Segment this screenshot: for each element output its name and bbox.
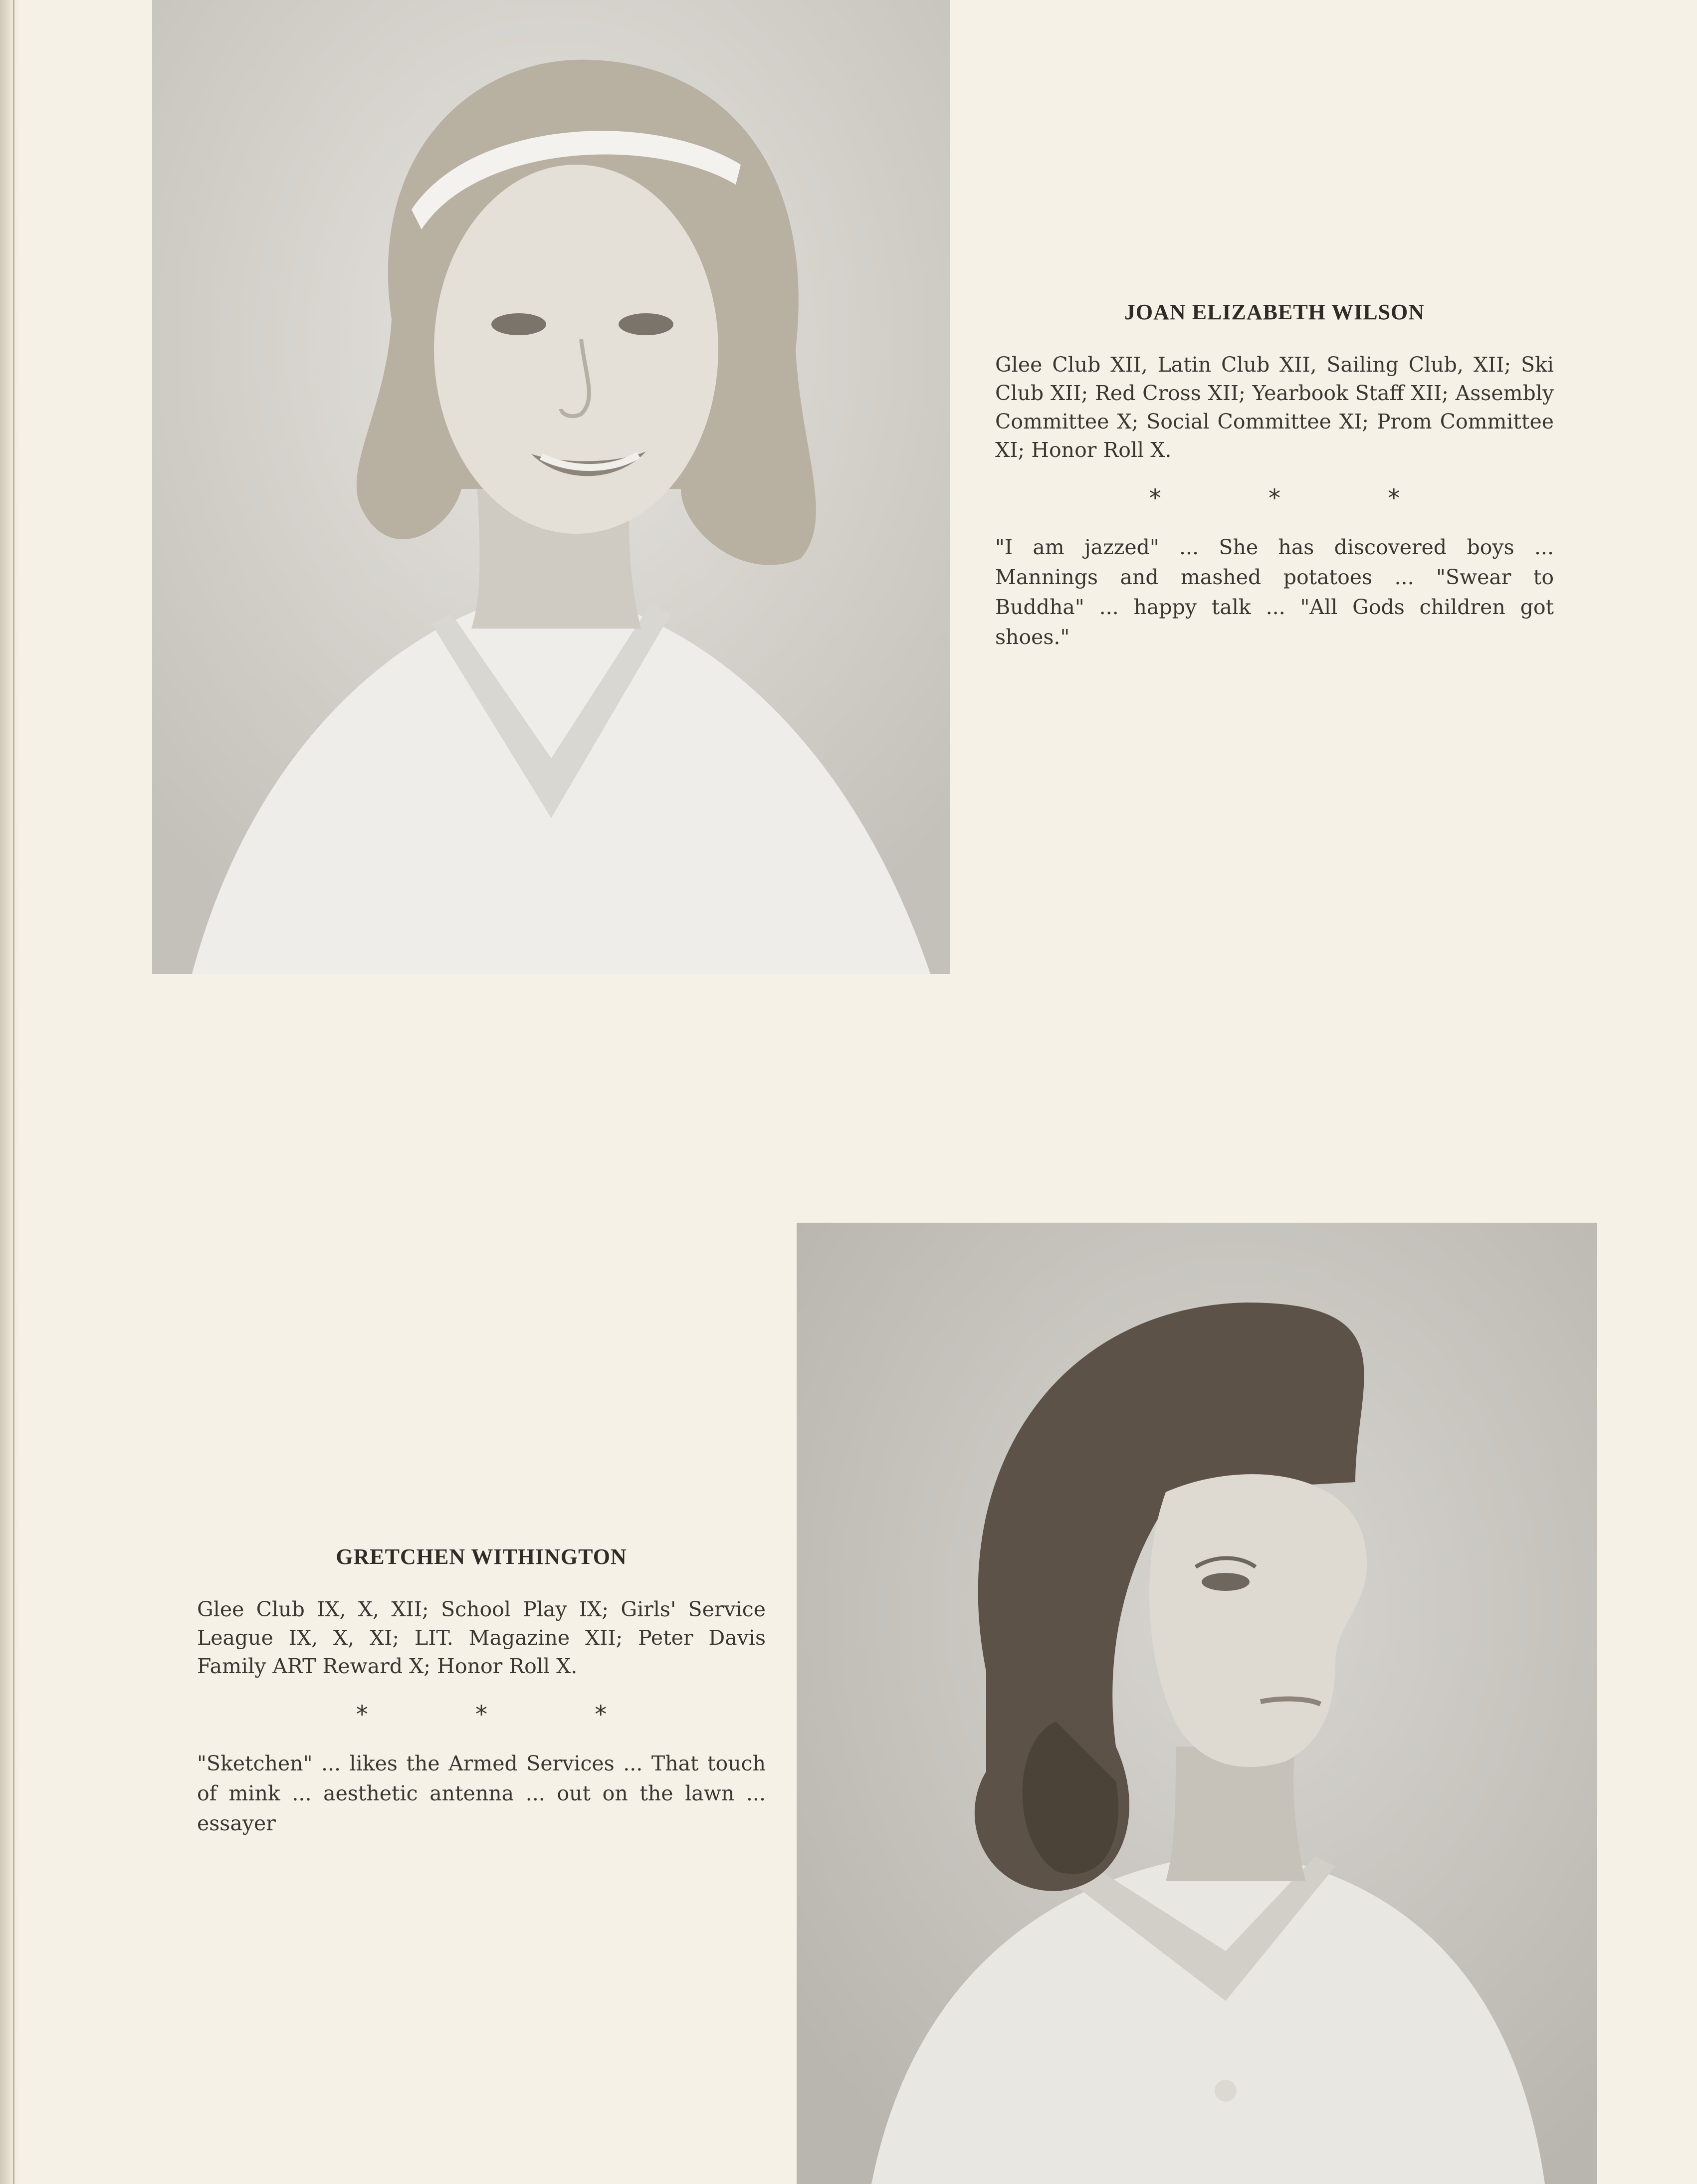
bio-joan-wilson <box>995 299 1554 652</box>
portrait-gretchen-illustration <box>797 1223 1597 2184</box>
activities-list: Glee Club IX, X, XII; School Play IX; Girls' Service League IX, X, XI; LIT. Magazine XII; Peter Davis Family ART Reward X; Honor Roll X. <box>197 1597 766 1678</box>
student-name: JOAN ELIZABETH WILSON <box>1124 300 1425 324</box>
bio-gretchen-withington <box>197 1544 766 1838</box>
page-binding-shadow <box>0 0 20 2184</box>
personal-quote: "I am jazzed" ... She has discovered boys ... Mannings and mashed potatoes ... "Swear to Buddha" ... happy talk ... "All Gods children got shoes." <box>995 535 1554 649</box>
activities-list: Glee Club XII, Latin Club XII, Sailing Club, XII; Ski Club XII; Red Cross XII; Yearbook Staff XII; Assembly Committee X; Social Committee XI; Prom Committee XI; Honor Roll X. <box>995 353 1554 462</box>
portrait-joan-illustration <box>152 0 950 974</box>
section-separator: * * * <box>356 1701 657 1729</box>
portrait-photo-joan-wilson <box>152 0 950 974</box>
portrait-photo-gretchen-withington <box>797 1223 1597 2184</box>
page-binding-edge <box>13 0 14 2184</box>
personal-quote: "Sketchen" ... likes the Armed Services ... That touch of mink ... aesthetic antenna ... out on the lawn ... essayer <box>197 1751 766 1835</box>
section-separator: * * * <box>1149 484 1450 512</box>
student-name: GRETCHEN WITHINGTON <box>336 1544 627 1569</box>
